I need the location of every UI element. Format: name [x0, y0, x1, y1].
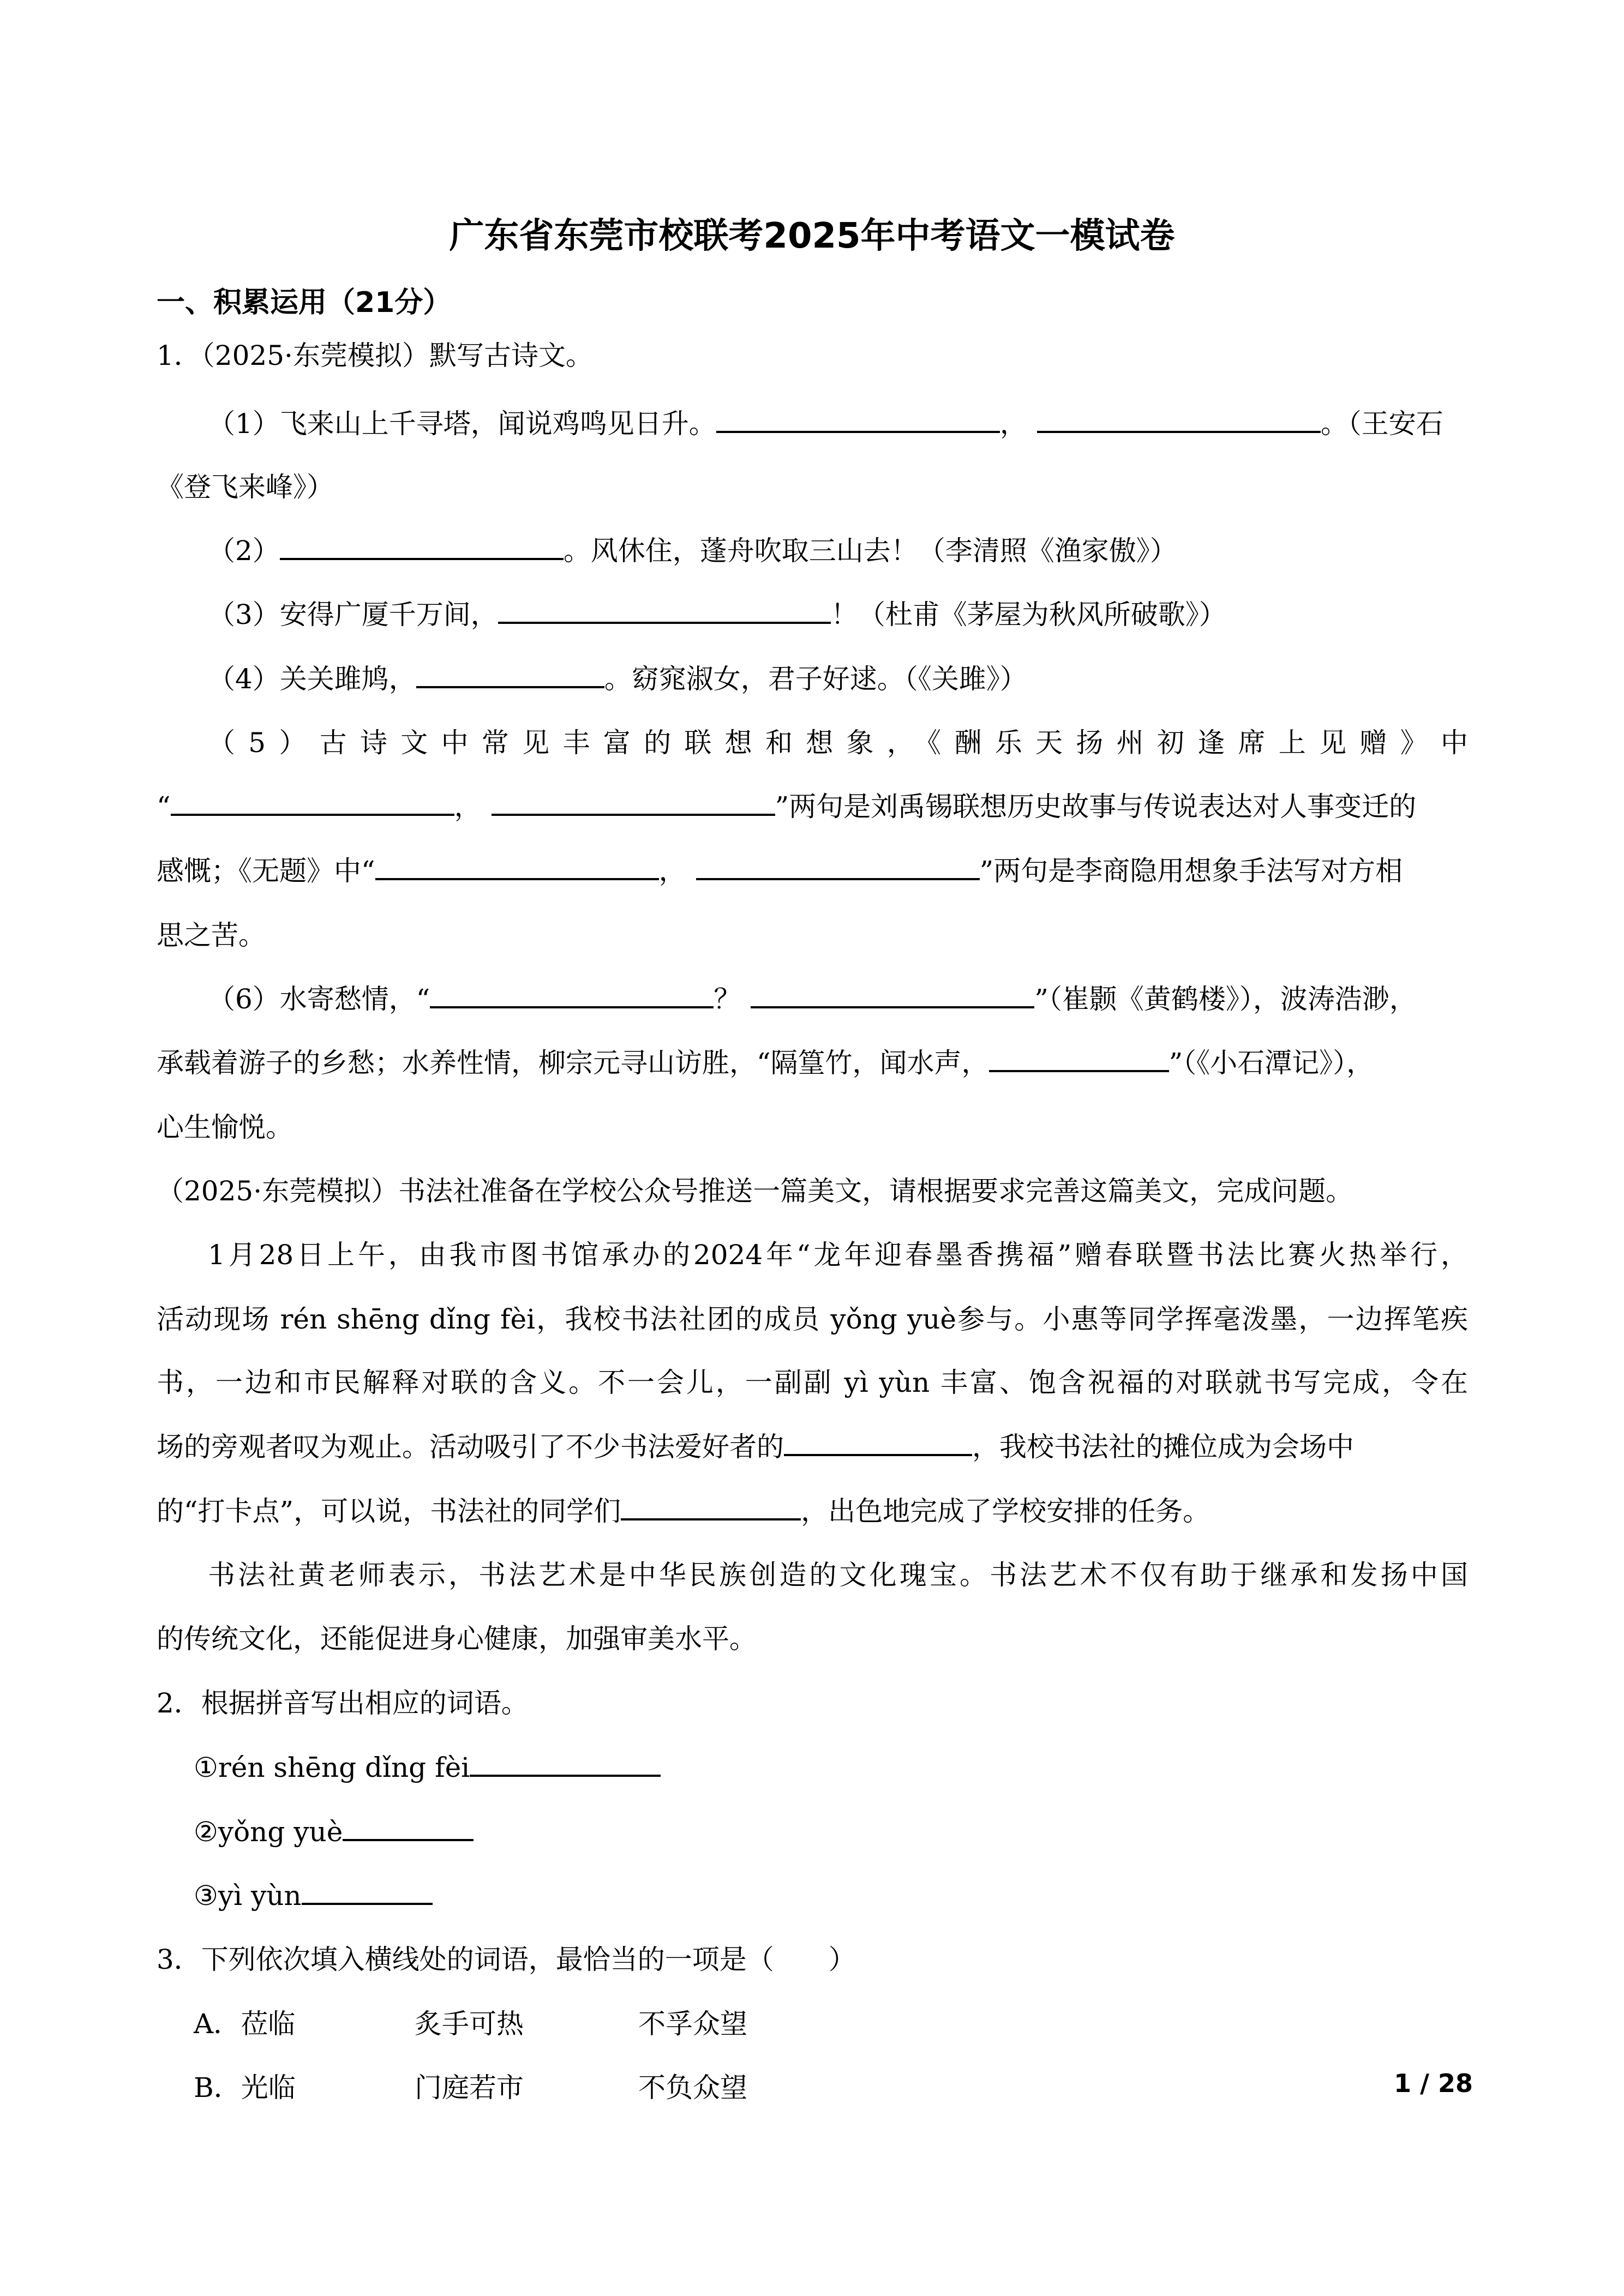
- q2-item-1-label: ①rén shēng dǐng fèi: [194, 1752, 470, 1783]
- q1-part5-sep2: ，: [658, 855, 686, 887]
- answer-blank[interactable]: [492, 790, 775, 816]
- answer-blank[interactable]: [716, 407, 1000, 433]
- q1-part6-line1: [208, 980, 1417, 1018]
- q1-part1-text-b: 。（王安石: [1320, 408, 1443, 440]
- q1-part5-line4: 思之苦。: [157, 919, 266, 951]
- q1-part4: [208, 660, 1027, 698]
- passage-para1-line1: 1月28日上午，由我市图书馆承办的2024年“龙年迎春墨香携福”赠春联暨书法比赛火热举行，: [208, 1239, 1468, 1271]
- q2-item-2: [194, 1813, 474, 1851]
- q1-part6-text-a: （6）水寄愁情，“: [208, 983, 430, 1015]
- q1-part6-sep: ？: [714, 983, 741, 1015]
- q3-option-b[interactable]: [194, 2069, 848, 2107]
- q3-option-a-idiom-2: 不孚众望: [638, 2008, 747, 2040]
- answer-blank[interactable]: [498, 598, 831, 624]
- answer-blank[interactable]: [343, 1815, 474, 1841]
- page-number: 1 / 28: [1394, 2069, 1473, 2098]
- q1-part3: [208, 596, 1226, 634]
- question-3-stem: 3．下列依次填入横线处的词语，最恰当的一项是（ ）: [157, 1944, 856, 1975]
- q1-part6-text-c: 承载着游子的乡愁；水养性情，柳宗元寻山访胜，“隔篁竹，闻水声，: [157, 1047, 989, 1079]
- q1-part1-text-a: （1）飞来山上千寻塔，闻说鸡鸣见日升。: [208, 408, 716, 440]
- q2-item-3: [194, 1877, 433, 1915]
- answer-blank[interactable]: [784, 1430, 972, 1456]
- q1-part4-text-b: 。窈窕淑女，君子好逑。（《关雎》）: [604, 663, 1027, 695]
- question-2-stem: 2．根据拼音写出相应的词语。: [157, 1687, 529, 1719]
- passage-text-a: 场的旁观者叹为观止。活动吸引了不少书法爱好者的: [157, 1431, 784, 1463]
- answer-blank[interactable]: [989, 1046, 1169, 1072]
- page-title: 广东省东莞市校联考2025年中考语文一模试卷: [449, 216, 1175, 256]
- q3-option-a[interactable]: [194, 2005, 848, 2043]
- passage-text-d: ，出色地完成了学校安排的任务。: [801, 1495, 1210, 1527]
- passage-para1-line3: 书，一边和市民解释对联的含义。不一会儿，一副副 yì yùn 丰富、饱含祝福的对联就书写完成，令在: [157, 1367, 1468, 1398]
- q3-option-a-idiom-1: 炙手可热: [415, 2008, 524, 2040]
- question-1-stem: 1．（2025·东莞模拟）默写古诗文。: [157, 340, 593, 371]
- q1-part4-text-a: （4）关关雎鸠，: [208, 663, 416, 695]
- q1-part5-line1: （5）古诗文中常见丰富的联想和想象，《酬乐天扬州初逢席上见赠》中: [208, 727, 1468, 759]
- q1-part2-text-b: 。风休住，蓬舟吹取三山去！（李清照《渔家傲》）: [563, 535, 1177, 567]
- q1-part3-text-b: ！（杜甫《茅屋为秋风所破歌》）: [830, 599, 1226, 630]
- q1-part5-text-b: ”两句是刘禹锡联想历史故事与传说表达对人事变迁的: [775, 791, 1417, 822]
- q3-option-b-label: B．光临: [194, 2072, 296, 2103]
- q1-part5-line2: [157, 788, 1416, 826]
- q1-part6-text-b: ”（崔颢《黄鹤楼》），波涛浩渺，: [1034, 983, 1417, 1015]
- answer-blank[interactable]: [621, 1494, 801, 1520]
- q1-part5-text-c: 感慨；《无题》中“: [157, 855, 375, 887]
- q1-part5-text-d: ”两句是李商隐用想象手法写对方相: [979, 855, 1403, 887]
- passage-para2-line2: 的传统文化，还能促进身心健康，加强审美水平。: [157, 1623, 757, 1655]
- q1-part5-text-a: “: [157, 791, 171, 822]
- q1-part5-line3: [157, 852, 1403, 890]
- q1-part6-text-d: ”（《小石潭记》），: [1168, 1047, 1374, 1079]
- q2-item-3-label: ③yì yùn: [194, 1880, 302, 1912]
- answer-blank[interactable]: [1037, 407, 1321, 433]
- q3-option-b-idiom-1: 门庭若市: [415, 2072, 524, 2103]
- q1-part6-line3: 心生愉悦。: [157, 1111, 293, 1143]
- q3-option-b-idiom-2: 不负众望: [638, 2072, 747, 2103]
- q2-item-2-label: ②yǒng yuè: [194, 1816, 343, 1848]
- q1-part1-line2: 《登飞来峰》）: [157, 471, 334, 503]
- passage-intro: （2025·东莞模拟）书法社准备在学校公众号推送一篇美文，请根据要求完善这篇美文，完成问题。: [157, 1175, 1353, 1207]
- passage-para2-line1: 书法社黄老师表示，书法艺术是中华民族创造的文化瑰宝。书法艺术不仅有助于继承和发扬中国: [208, 1559, 1468, 1591]
- q2-item-1: [194, 1748, 661, 1787]
- answer-blank[interactable]: [280, 534, 564, 560]
- passage-text-c: 的“打卡点”，可以说，书法社的同学们: [157, 1495, 621, 1527]
- answer-blank[interactable]: [751, 982, 1034, 1008]
- answer-blank[interactable]: [171, 790, 454, 816]
- answer-blank[interactable]: [430, 982, 714, 1008]
- passage-para1-line5: [157, 1492, 1210, 1530]
- answer-blank[interactable]: [696, 854, 980, 880]
- q3-option-a-label: A．莅临: [194, 2008, 296, 2040]
- section-heading: 一、积累运用（21分）: [157, 286, 452, 319]
- passage-text-b: ，我校书法社的摊位成为会场中: [972, 1431, 1354, 1463]
- q1-part3-text-a: （3）安得广厦千万间，: [208, 599, 498, 630]
- answer-blank[interactable]: [375, 854, 659, 880]
- answer-blank[interactable]: [470, 1751, 661, 1777]
- q1-part1-sep: ，: [999, 408, 1027, 440]
- q1-part2: [208, 532, 1177, 570]
- q1-part1-line1: [208, 405, 1443, 443]
- q1-part5-sep: ，: [454, 791, 482, 822]
- answer-blank[interactable]: [416, 662, 604, 688]
- q1-part6-line2: [157, 1044, 1374, 1082]
- passage-para1-line2: 活动现场 rén shēng dǐng fèi，我校书法社团的成员 yǒng yuè参与。小惠等同学挥毫泼墨，一边挥笔疾: [157, 1303, 1468, 1335]
- q1-part2-text-a: （2）: [208, 535, 280, 567]
- answer-blank[interactable]: [302, 1879, 433, 1905]
- passage-para1-line4: [157, 1428, 1354, 1466]
